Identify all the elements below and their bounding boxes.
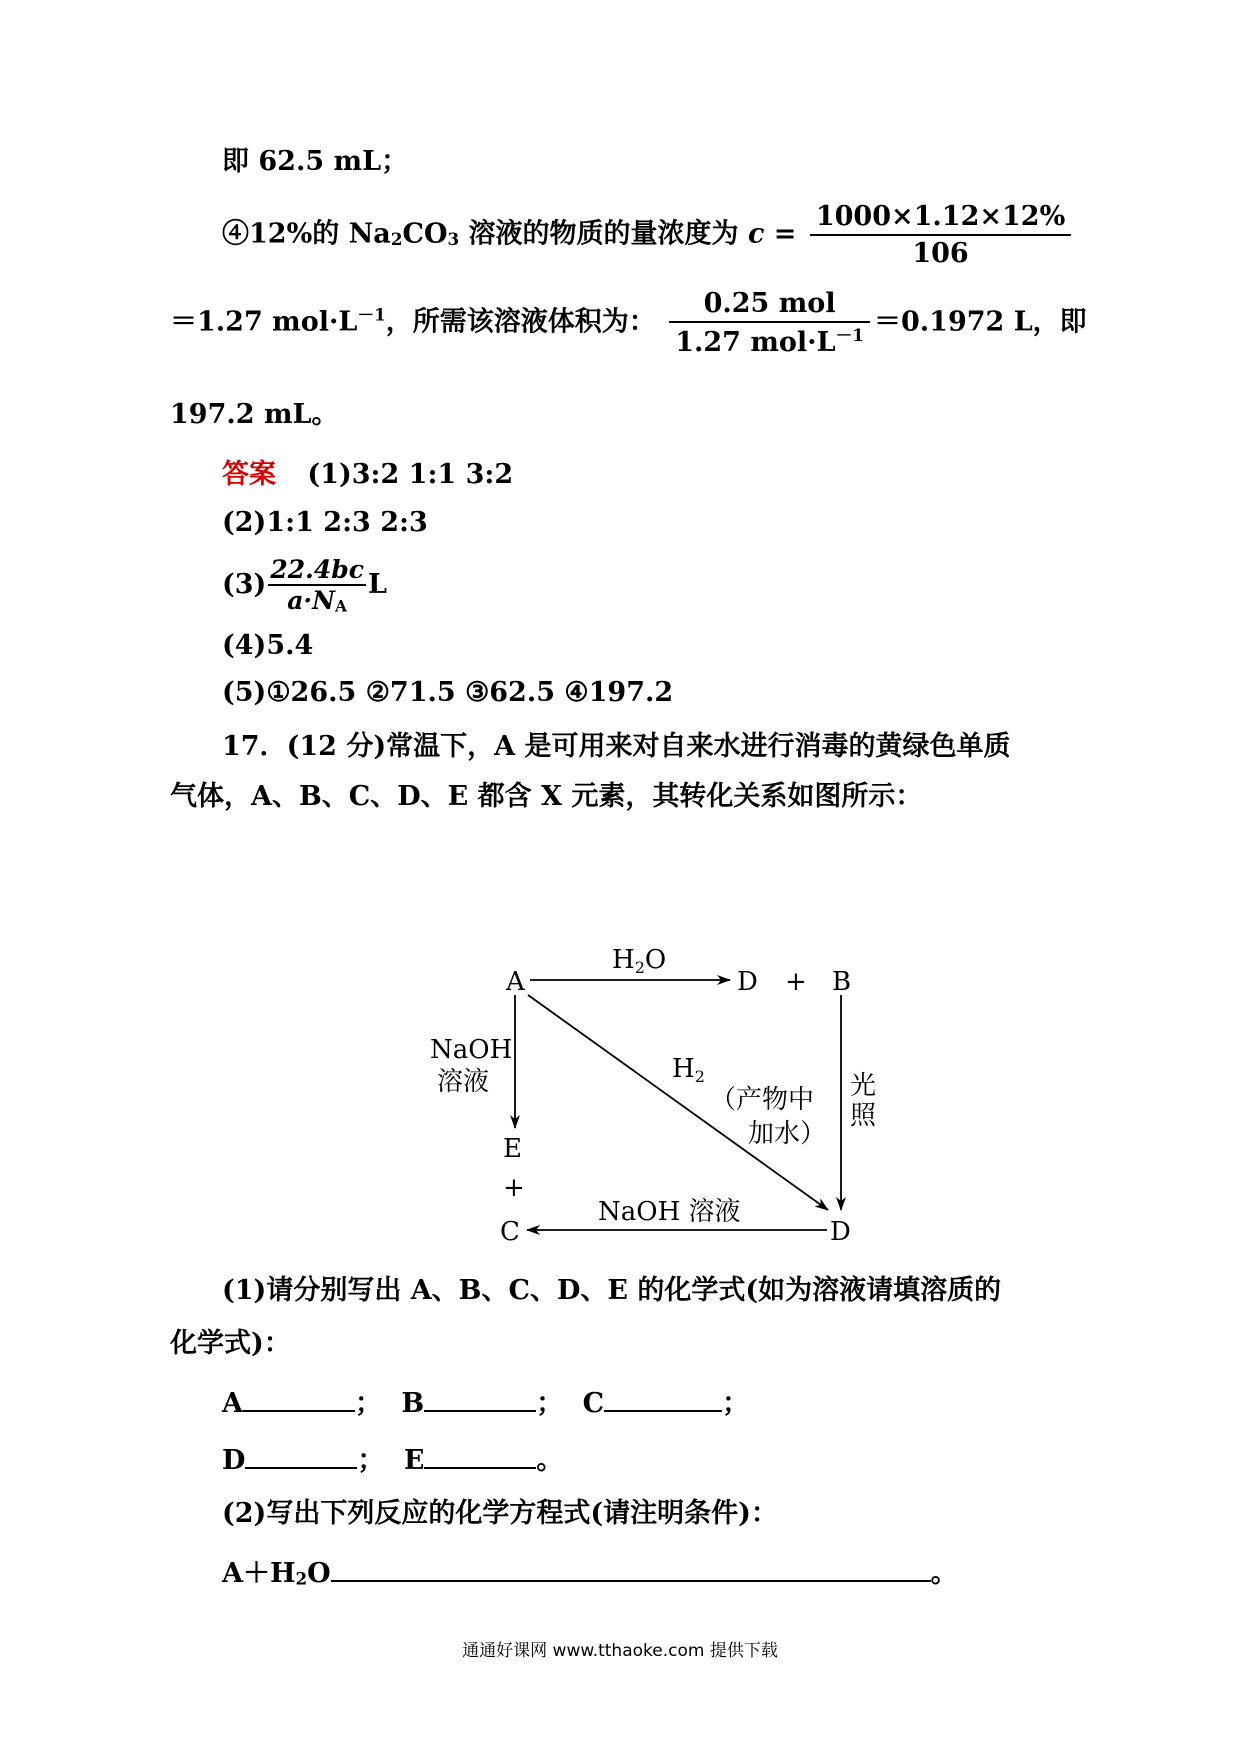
node-c: C [500, 1217, 520, 1247]
label-a: A [222, 1388, 243, 1419]
superscript: －1 [835, 325, 864, 345]
label-product-note-1: （产物中 [710, 1085, 815, 1115]
node-d-top: D [737, 967, 758, 997]
label-e: E [403, 1445, 425, 1476]
blank-d[interactable] [245, 1445, 357, 1469]
line-1-text: 即 62.5 mL； [222, 146, 409, 177]
label-naoh-left: NaOH [430, 1035, 513, 1065]
subscript: 3 [447, 229, 460, 249]
semicolon: ； [536, 1388, 564, 1419]
subscript: 2 [390, 229, 403, 249]
node-b: B [832, 967, 852, 997]
node-a: A [506, 967, 525, 997]
node-d-bottom: D [830, 1217, 851, 1247]
label-naoh-bottom: NaOH 溶液 [598, 1197, 741, 1227]
sub-question-2-line [222, 1500, 778, 1527]
label-h2o [612, 945, 666, 977]
h2-subscript: 2 [694, 1067, 705, 1086]
semicolon: ； [722, 1388, 750, 1419]
label-c: C [582, 1388, 605, 1419]
label-d: D [222, 1445, 246, 1476]
sub-question-1-text-2: 化学式)： [170, 1328, 291, 1359]
answer-3-prefix: (3) [222, 568, 267, 600]
line-3-text-a: ＝1.27 mol·L [170, 306, 358, 338]
sub-question-1-line-1 [222, 1277, 1001, 1304]
answer-1: (1)3:2 1:1 3:2 [307, 459, 514, 490]
semicolon: ； [357, 1445, 385, 1476]
h2-h: H [672, 1054, 695, 1084]
fraction-numerator: 1000×1.12×12% [810, 203, 1071, 236]
plus-left: + [503, 1173, 525, 1203]
subscript: 2 [295, 1568, 308, 1589]
label-h2 [672, 1054, 705, 1086]
h2o-subscript: 2 [634, 958, 645, 977]
sub-question-1-line-2 [170, 1330, 291, 1357]
fill-row-2 [222, 1445, 563, 1474]
blank-e[interactable] [424, 1445, 536, 1469]
blank-equation[interactable] [331, 1558, 931, 1582]
blank-b[interactable] [424, 1388, 536, 1412]
equation-row [222, 1558, 958, 1587]
line-2-text-a: ④12%的 Na [222, 218, 391, 250]
node-e: E [503, 1134, 522, 1164]
denominator-text: 1.27 mol·L [675, 327, 836, 358]
question-17-text-1: 17．(12 分)常温下，A 是可用来对自来水进行消毒的黄绿色单质 [222, 731, 1011, 762]
sub-question-2-text: (2)写出下列反应的化学方程式(请注明条件)： [222, 1498, 778, 1529]
line-3-text-c: ＝0.1972 L，即 [873, 306, 1087, 338]
line-2-text-b: CO [402, 218, 448, 250]
denominator-text: a·N [287, 586, 335, 615]
question-17-text-2: 气体，A、B、C、D、E 都含 X 元素，其转化关系如图所示： [170, 781, 923, 812]
answer-3-unit: L [367, 568, 387, 600]
fraction-denominator: 106 [912, 238, 969, 269]
label-solution-left: 溶液 [437, 1067, 490, 1097]
semicolon: ； [354, 1388, 382, 1419]
equals-sign: = [764, 218, 797, 250]
line-3-text-b: ，所需该溶液体积为： [385, 306, 656, 338]
label-light-1: 光 [850, 1071, 877, 1101]
blank-a[interactable] [243, 1388, 355, 1412]
plus-top: + [785, 967, 807, 997]
label-b: B [401, 1388, 425, 1419]
variable-c: c [747, 218, 765, 250]
h2o-h: H [612, 945, 635, 975]
answer-5: (5)①26.5 ②71.5 ③62.5 ④197.2 [222, 677, 674, 708]
numerator-text: 22.4bc [270, 555, 364, 584]
footer-text: 通通好课网 www.tthaoke.com 提供下载 [462, 1641, 778, 1661]
label-product-note-2: 加水） [748, 1119, 827, 1149]
h2o-o: O [644, 945, 667, 975]
sub-question-1-text-1: (1)请分别写出 A、B、C、D、E 的化学式(如为溶液请填溶质的 [222, 1275, 1002, 1306]
superscript: －1 [357, 304, 386, 325]
fraction-numerator: 0.25 mol [669, 290, 870, 323]
blank-c[interactable] [604, 1388, 722, 1412]
answer-4: (4)5.4 [222, 630, 314, 661]
line-4-text: 197.2 mL。 [170, 399, 339, 430]
period: 。 [930, 1558, 958, 1589]
fill-row-1 [222, 1388, 749, 1417]
equation-prefix: A＋H [222, 1558, 296, 1589]
footer [0, 1636, 1240, 1661]
answer-2: (2)1:1 2:3 2:3 [222, 507, 428, 538]
period: 。 [536, 1445, 564, 1476]
answer-label: 答案 [222, 459, 276, 490]
subscript: A [335, 596, 348, 616]
label-light-2: 照 [850, 1101, 877, 1131]
line-2-text-c: 溶液的物质的量浓度为 [459, 218, 748, 250]
equation-suffix: O [307, 1558, 331, 1589]
